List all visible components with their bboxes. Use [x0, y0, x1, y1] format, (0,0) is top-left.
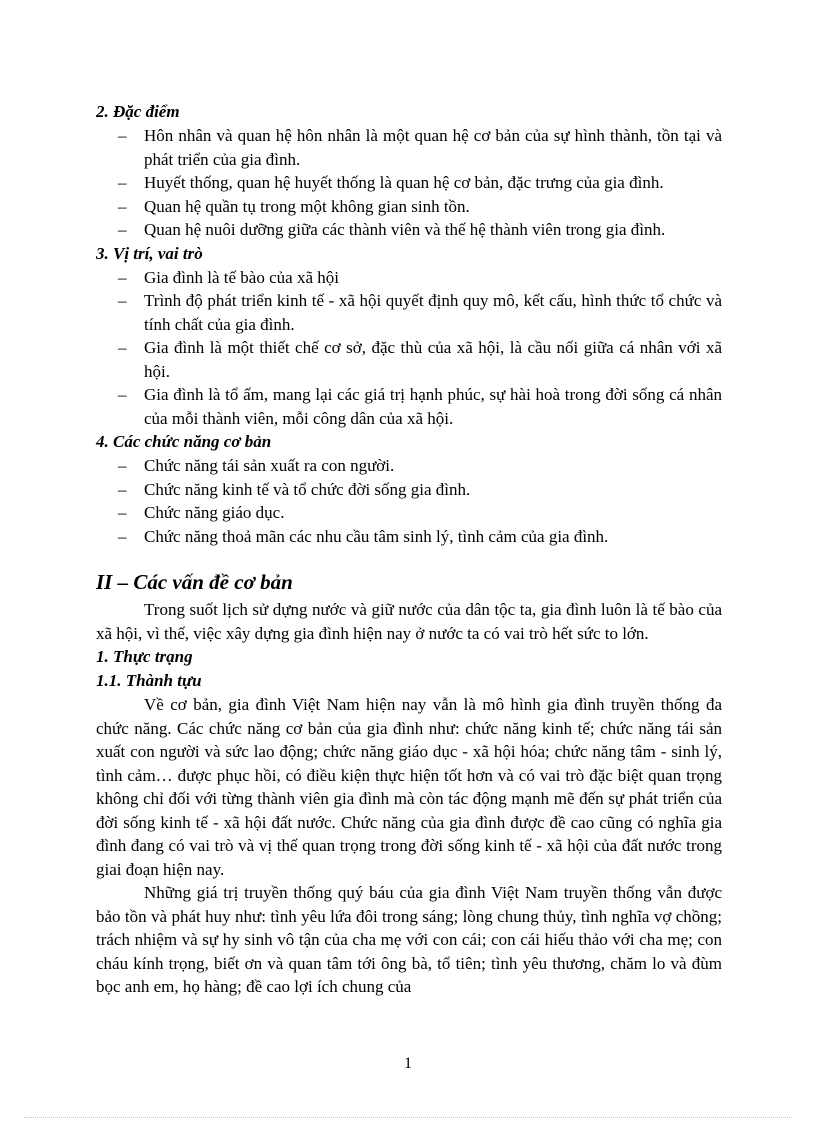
dash-bullet: – [118, 196, 127, 216]
list-dac-diem [96, 124, 722, 242]
list-item: – Chức năng thoả mãn các nhu cầu tâm sinh lý, tình cảm của gia đình. [96, 525, 722, 549]
list-chuc-nang [96, 454, 722, 548]
body-paragraph: Những giá trị truyền thống quý báu của gia đình Việt Nam truyền thống vẫn được bảo tồn và phát huy như: tình yêu lứa đôi trong sáng; lòng chung thủy, tình nghĩa vợ chồng; trách nhiệm và sự hy sinh vô tận của cha mẹ với con cái; con cái hiếu thảo với cha mẹ; con cháu kính trọng, biết ơn và quan tâm tới ông bà, tổ tiên; tình yêu thương, chăm lo và đùm bọc anh em, họ hàng; đề cao lợi ích chung của [96, 883, 722, 996]
dash-bullet: – [118, 385, 127, 404]
subheading-thanh-tuu: 1.1. Thành tựu [96, 671, 202, 690]
dash-bullet: – [118, 479, 127, 499]
heading-dac-diem: 2. Đặc điểm [96, 102, 180, 121]
list-item: – Chức năng tái sản xuất ra con người. [96, 454, 722, 478]
list-item: – Gia đình là một thiết chế cơ sở, đặc thù của xã hội, là cầu nối giữa cá nhân với xã hội. [118, 338, 722, 381]
body-paragraph: Về cơ bản, gia đình Việt Nam hiện nay vẫn là mô hình gia đình truyền thống đa chức năng. Các chức năng cơ bản của gia đình như: chức năng kinh tế; chức năng tái sản xuất con người và sức lao động; chức năng giáo dục - xã hội hóa; chức năng tâm - sinh lý, tình cảm… được phục hồi, có điều kiện thực hiện tốt hơn và có vai trò đặc biệt quan trọng không chỉ đối với từng thành viên gia đình mà còn tác động mạnh mẽ đến sự phát triển của đời sống kinh tế - xã hội đất nước. Chức năng của gia đình được đề cao cũng có nghĩa gia đình đang có vai trò và vị thế quan trọng trong đời sống kinh tế - xã hội của đất nước trong giai đoạn hiện nay. [96, 695, 722, 879]
list-item: – Chức năng kinh tế và tổ chức đời sống gia đình. [96, 478, 722, 502]
dash-bullet: – [118, 456, 127, 475]
dash-bullet: – [118, 267, 127, 287]
dash-bullet: – [118, 503, 127, 522]
page-bottom-divider [24, 1117, 792, 1118]
dash-bullet: – [118, 338, 127, 357]
list-item: – Quan hệ quần tụ trong một không gian sinh tồn. [96, 195, 722, 219]
list-vi-tri-vai-tro [96, 266, 722, 431]
list-item: – Gia đình là tế bào của xã hội [96, 266, 722, 290]
list-item: – Chức năng giáo dục. [96, 501, 722, 525]
subheading-thuc-trang: 1. Thực trạng [96, 647, 193, 666]
dash-bullet: – [118, 220, 127, 239]
list-item: – Gia đình là tổ ấm, mang lại các giá trị hạnh phúc, sự hài hoà trong đời sống cá nhân của mỗi thành viên, mỗi công dân của xã hội. [118, 385, 722, 428]
page-number: 1 [404, 1055, 412, 1072]
dash-bullet: – [118, 526, 127, 546]
heading-chuc-nang: 4. Các chức năng cơ bản [96, 432, 272, 451]
document-page [96, 100, 722, 999]
list-item: – Trình độ phát triển kinh tế - xã hội quyết định quy mô, kết cấu, hình thức tổ chức và tính chất của gia đình. [118, 291, 722, 334]
section-title: II – Các vấn đề cơ bản [96, 570, 293, 594]
dash-bullet: – [118, 291, 127, 310]
dash-bullet: – [118, 126, 127, 145]
list-item: – Hôn nhân và quan hệ hôn nhân là một quan hệ cơ bản của sự hình thành, tồn tại và phát triển của gia đình. [118, 126, 722, 169]
dash-bullet: – [118, 173, 127, 192]
intro-paragraph: Trong suốt lịch sử dựng nước và giữ nước của dân tộc ta, gia đình luôn là tế bào của xã hội, vì thế, việc xây dựng gia đình hiện nay ở nước ta có vai trò hết sức to lớn. [96, 600, 722, 643]
list-item: – Quan hệ nuôi dưỡng giữa các thành viên và thế hệ thành viên trong gia đình. [96, 218, 722, 242]
list-item: – Huyết thống, quan hệ huyết thống là quan hệ cơ bản, đặc trưng của gia đình. [96, 171, 722, 195]
heading-vi-tri-vai-tro: 3. Vị trí, vai trò [96, 243, 203, 263]
